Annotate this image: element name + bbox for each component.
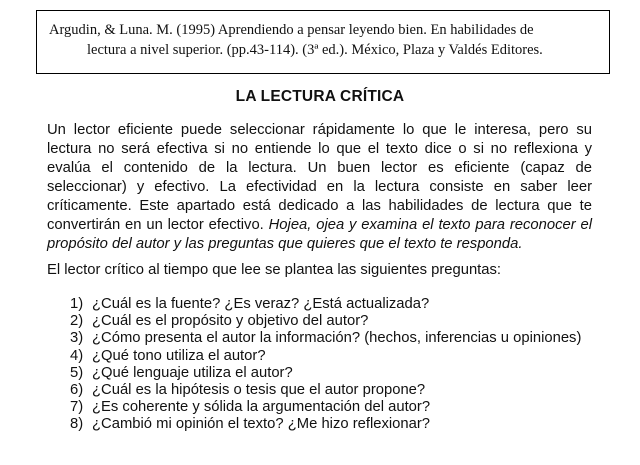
- questions-lead: El lector crítico al tiempo que lee se plantea las siguientes preguntas:: [47, 262, 502, 278]
- list-item-text: ¿Cuál es el propósito y objetivo del autor?: [92, 313, 369, 330]
- list-item-number: 2): [70, 313, 84, 330]
- list-item-number: 8): [70, 416, 84, 433]
- citation-line-2: lectura a nivel superior. (pp.43-114). (3ª ed.). México, Plaza y Valdés Editores.: [87, 42, 543, 58]
- list-item-number: 4): [70, 347, 84, 364]
- intro-text: Un lector eficiente puede seleccionar rápidamente lo que le interesa, pero su lectura no será efectiva si no entiende lo que el texto dice o si no reflexiona y evalúa el contenido de la lectura. Un buen lector es eficiente (capaz de seleccionar) y efectivo. La efectividad en la lectura consiste en saber leer críticamente. Este apartado está dedicado a las habilidades de lectura que te convertirán en un lector efectivo.: [47, 122, 592, 233]
- list-item-text: ¿Cambió mi opinión el texto? ¿Me hizo reflexionar?: [92, 416, 431, 433]
- intro-italic-text: Hojea, ojea y examina el texto para reconocer el propósito del autor y las preguntas que quieres que el texto te responda.: [47, 217, 592, 252]
- list-item: [70, 416, 590, 433]
- list-item: [70, 348, 590, 365]
- list-item: [70, 330, 590, 347]
- list-item: [70, 399, 590, 416]
- list-item-text: ¿Qué tono utiliza el autor?: [92, 347, 266, 364]
- list-item-text: ¿Cuál es la fuente? ¿Es veraz? ¿Está actualizada?: [92, 296, 430, 312]
- list-item: [70, 365, 590, 382]
- citation-line-1: Argudin, & Luna. M. (1995) Aprendiendo a pensar leyendo bien. En habilidades de: [49, 22, 534, 38]
- list-item-text: ¿Qué lenguaje utiliza el autor?: [92, 364, 293, 381]
- list-item-number: 5): [70, 364, 84, 381]
- list-item-number: 1): [70, 296, 84, 312]
- list-item-number: 7): [70, 399, 84, 416]
- list-item-number: 6): [70, 382, 84, 399]
- list-item: [70, 382, 590, 399]
- intro-paragraph: [47, 121, 592, 254]
- list-item: [70, 296, 590, 313]
- list-item-number: 3): [70, 330, 84, 347]
- list-item-text: ¿Cómo presenta el autor la información? (hechos, inferencias u opiniones): [92, 330, 582, 347]
- question-list: [70, 296, 590, 434]
- citation-box: [36, 10, 610, 74]
- page-title: LA LECTURA CRÍTICA: [235, 88, 405, 105]
- list-item-text: ¿Es coherente y sólida la argumentación del autor?: [92, 399, 431, 416]
- list-item-text: ¿Cuál es la hipótesis o tesis que el autor propone?: [92, 382, 426, 399]
- list-item: [70, 313, 590, 330]
